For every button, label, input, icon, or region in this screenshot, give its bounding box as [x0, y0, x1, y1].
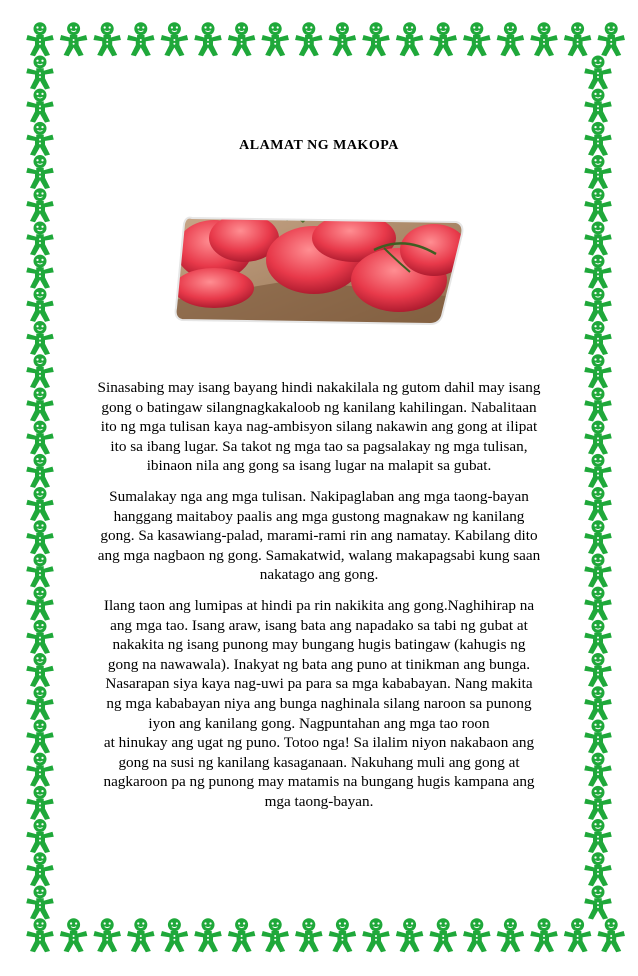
gingerbread-man-icon: [26, 918, 54, 952]
gingerbread-man-icon: [127, 918, 155, 952]
gingerbread-man-icon: [26, 321, 54, 355]
gingerbread-man-icon: [26, 122, 54, 156]
gingerbread-man-icon: [584, 221, 612, 255]
gingerbread-man-icon: [584, 819, 612, 853]
gingerbread-man-icon: [26, 653, 54, 687]
gingerbread-man-icon: [584, 255, 612, 289]
gingerbread-man-icon: [463, 22, 491, 56]
gingerbread-man-icon: [584, 587, 612, 621]
gingerbread-man-icon: [564, 918, 592, 952]
gingerbread-man-icon: [396, 918, 424, 952]
paragraph-1: Sinasabing may isang bayang hindi nakakilala ng gutom dahil may isang gong o batingaw silangnagkakaloob ng kanilang kahilingan. Nabalitaan ito ng mga tulisan kaya nag-ambisyon silang nakawin ang gong at ilipat ito sa ibang lugar. Sa takot ng mga tao sa pagsalakay ng mga tulisan, ibinaon nila ang gong sa isang lugar na malapit sa gubat.: [97, 379, 541, 475]
gingerbread-man-icon: [295, 22, 323, 56]
gingerbread-man-icon: [26, 620, 54, 654]
gingerbread-man-icon: [26, 553, 54, 587]
gingerbread-man-icon: [584, 487, 612, 521]
gingerbread-man-icon: [26, 487, 54, 521]
gingerbread-man-icon: [497, 918, 525, 952]
gingerbread-man-icon: [127, 22, 155, 56]
gingerbread-man-icon: [584, 454, 612, 488]
gingerbread-man-icon: [584, 653, 612, 687]
gingerbread-man-icon: [26, 155, 54, 189]
gingerbread-man-icon: [584, 155, 612, 189]
gingerbread-man-icon: [584, 719, 612, 753]
gingerbread-man-icon: [26, 686, 54, 720]
gingerbread-man-icon: [93, 22, 121, 56]
gingerbread-man-icon: [26, 786, 54, 820]
paragraph-3: Ilang taon ang lumipas at hindi pa rin nakikita ang gong.Naghihirap na ang mga tao. Isang araw, isang bata ang napadako sa tabi ng gubat at nakakita ng isang punong may bungang hugis batingaw (kahugis ng gong na nawawala). Inakyat ng bata ang puno at tinikman ang bunga. Nasarapan siya kaya nag-uwi pa para sa mga kababayan. Nang makita ng mga kababayan niya ang bunga naghinala silang naroon sa punong iyon ang kanilang gong. Nagpuntahan ang mga tao roon at hinukay ang ugat ng puno. Totoo nga! Sa ilalim niyon nakabaon ang gong na susi ng kanilang kasaganaan. Nakuhang muli ang gong at nagkaroon pa ng punong may matamis na bungang hugis kampana ang mga taong-bayan.: [103, 596, 535, 810]
gingerbread-man-icon: [194, 918, 222, 952]
gingerbread-man-icon: [584, 354, 612, 388]
gingerbread-man-icon: [26, 89, 54, 123]
gingerbread-man-icon: [584, 553, 612, 587]
gingerbread-man-icon: [497, 22, 525, 56]
gingerbread-man-icon: [584, 122, 612, 156]
gingerbread-man-icon: [161, 918, 189, 952]
gingerbread-man-icon: [161, 22, 189, 56]
makopa-fruit-photo: [174, 210, 464, 328]
gingerbread-man-icon: [26, 55, 54, 89]
gingerbread-man-icon: [295, 918, 323, 952]
gingerbread-man-icon: [26, 852, 54, 886]
gingerbread-man-icon: [26, 454, 54, 488]
gingerbread-man-icon: [329, 918, 357, 952]
gingerbread-man-icon: [362, 918, 390, 952]
gingerbread-man-icon: [60, 918, 88, 952]
gingerbread-man-icon: [584, 55, 612, 89]
gingerbread-man-icon: [26, 719, 54, 753]
gingerbread-man-icon: [396, 22, 424, 56]
gingerbread-man-icon: [530, 22, 558, 56]
gingerbread-man-icon: [584, 686, 612, 720]
gingerbread-man-icon: [26, 753, 54, 787]
gingerbread-man-icon: [584, 288, 612, 322]
gingerbread-man-icon: [26, 188, 54, 222]
gingerbread-man-icon: [362, 22, 390, 56]
gingerbread-man-icon: [261, 918, 289, 952]
gingerbread-man-icon: [26, 288, 54, 322]
gingerbread-man-icon: [530, 918, 558, 952]
gingerbread-man-icon: [564, 22, 592, 56]
gingerbread-man-icon: [26, 255, 54, 289]
page-title: ALAMAT NG MAKOPA: [239, 138, 399, 153]
gingerbread-man-icon: [429, 918, 457, 952]
gingerbread-man-icon: [584, 786, 612, 820]
gingerbread-man-icon: [597, 918, 625, 952]
gingerbread-man-icon: [329, 22, 357, 56]
gingerbread-man-icon: [597, 22, 625, 56]
story-text: [56, 378, 582, 822]
gingerbread-man-icon: [228, 918, 256, 952]
gingerbread-man-icon: [584, 321, 612, 355]
gingerbread-man-icon: [93, 918, 121, 952]
gingerbread-man-icon: [26, 387, 54, 421]
gingerbread-man-icon: [429, 22, 457, 56]
gingerbread-man-icon: [228, 22, 256, 56]
paragraph-2: Sumalakay nga ang mga tulisan. Nakipaglaban ang mga taong-bayan hanggang maitaboy paalis ang mga gustong magnakaw ng kanilang gong. Sa kasawiang-palad, marami-rami rin ang namatay. Kabilang dito ang mga nagbaon ng gong. Samakatwid, walang makapagsabi kung saan nakatago ang gong.: [97, 487, 541, 584]
content-area: [62, 60, 576, 916]
gingerbread-man-icon: [26, 221, 54, 255]
gingerbread-man-icon: [584, 620, 612, 654]
gingerbread-man-icon: [194, 22, 222, 56]
gingerbread-man-icon: [26, 587, 54, 621]
gingerbread-man-icon: [26, 354, 54, 388]
gingerbread-man-icon: [584, 387, 612, 421]
gingerbread-man-icon: [26, 520, 54, 554]
gingerbread-man-icon: [463, 918, 491, 952]
gingerbread-man-icon: [261, 22, 289, 56]
gingerbread-man-icon: [584, 188, 612, 222]
gingerbread-man-icon: [26, 22, 54, 56]
gingerbread-man-icon: [60, 22, 88, 56]
gingerbread-man-icon: [584, 885, 612, 919]
gingerbread-man-icon: [26, 885, 54, 919]
gingerbread-man-icon: [584, 753, 612, 787]
gingerbread-man-icon: [584, 421, 612, 455]
gingerbread-man-icon: [26, 421, 54, 455]
gingerbread-man-icon: [26, 819, 54, 853]
gingerbread-man-icon: [584, 852, 612, 886]
gingerbread-man-icon: [584, 89, 612, 123]
gingerbread-man-icon: [584, 520, 612, 554]
